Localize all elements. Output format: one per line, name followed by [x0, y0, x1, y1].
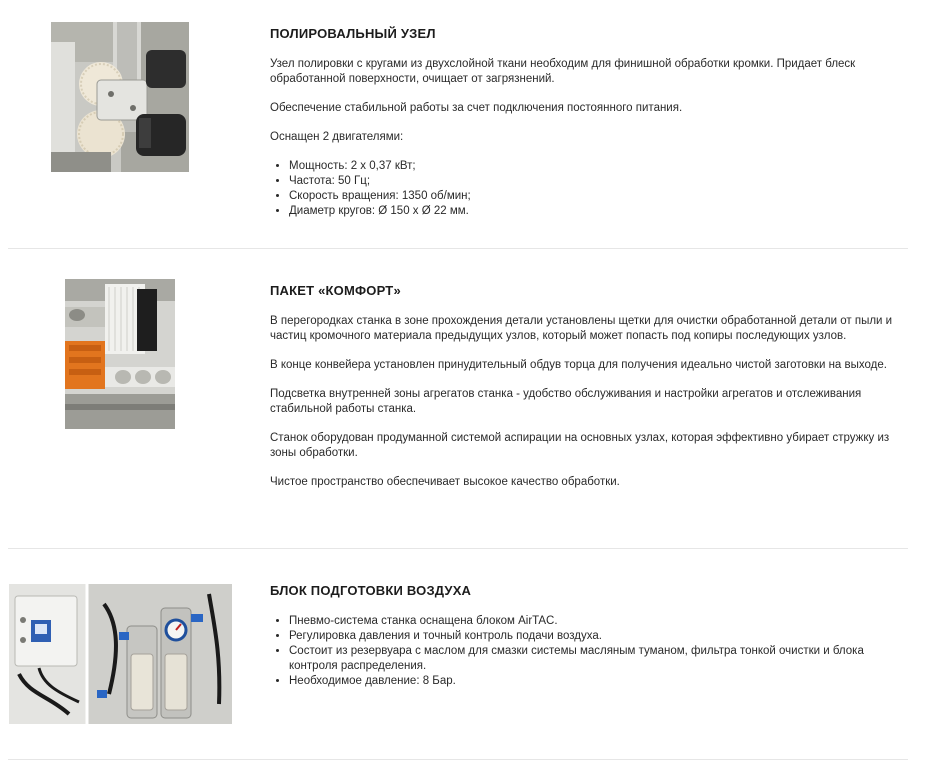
section-divider: [8, 548, 908, 549]
list-item: • Состоит из резервуара с маслом для смазки системы масляным туманом, фильтра тонкой очистки и блока контроля распределения.: [289, 644, 910, 674]
air-preparation-section: [270, 582, 910, 689]
comfort-package-photo: [65, 279, 175, 429]
section-title: БЛОК ПОДГОТОВКИ ВОЗДУХА: [270, 583, 472, 598]
paragraph: В перегородках станка в зоне прохождения детали установлены щетки для очистки обработанной детали от пыли и частиц кромочного материала предыдущих узлов, который может попасть под копиры последующих узлов.: [270, 315, 893, 342]
list-item: • Пневмо-система станка оснащена блоком AirTAC.: [289, 614, 910, 629]
comfort-package-section: [270, 282, 910, 490]
paragraph: Подсветка внутренней зоны агрегатов станка - удобство обслуживания и настройки агрегатов и отслеживания стабильной работы станка.: [270, 388, 862, 415]
paragraph: Оснащен 2 двигателями:: [270, 131, 404, 143]
air-preparation-photo: [9, 584, 232, 724]
paragraph: Чистое пространство обеспечивает высокое качество обработки.: [270, 476, 620, 488]
list-item: • Частота: 50 Гц;: [289, 174, 910, 189]
list-item: • Необходимое давление: 8 Бар.: [289, 674, 910, 689]
list-item: • Регулировка давления и точный контроль подачи воздуха.: [289, 629, 910, 644]
polishing-unit-photo: [51, 22, 189, 172]
section-divider: [8, 248, 908, 249]
paragraph: В конце конвейера установлен принудительный обдув торца для получения идеально чистой заготовки на выходе.: [270, 359, 887, 371]
features-list: [270, 614, 910, 689]
specs-list: [270, 159, 910, 219]
paragraph: Узел полировки с кругами из двухслойной ткани необходим для финишной обработки кромки. Придает блеск обработанной поверхности, очищает от загрязнений.: [270, 58, 856, 85]
list-item: • Мощность: 2 х 0,37 кВт;: [289, 159, 910, 174]
paragraph: Станок оборудован продуманной системой аспирации на основных узлах, которая эффективно убирает стружку из зоны обработки.: [270, 432, 890, 459]
polishing-unit-section: [270, 25, 910, 219]
section-title: ПАКЕТ «КОМФОРТ»: [270, 283, 401, 298]
paragraph: Обеспечение стабильной работы за счет подключения постоянного питания.: [270, 102, 683, 114]
list-item: • Диаметр кругов: Ø 150 х Ø 22 мм.: [289, 204, 910, 219]
section-title: ПОЛИРОВАЛЬНЫЙ УЗЕЛ: [270, 26, 436, 41]
list-item: • Скорость вращения: 1350 об/мин;: [289, 189, 910, 204]
section-divider: [8, 759, 908, 760]
